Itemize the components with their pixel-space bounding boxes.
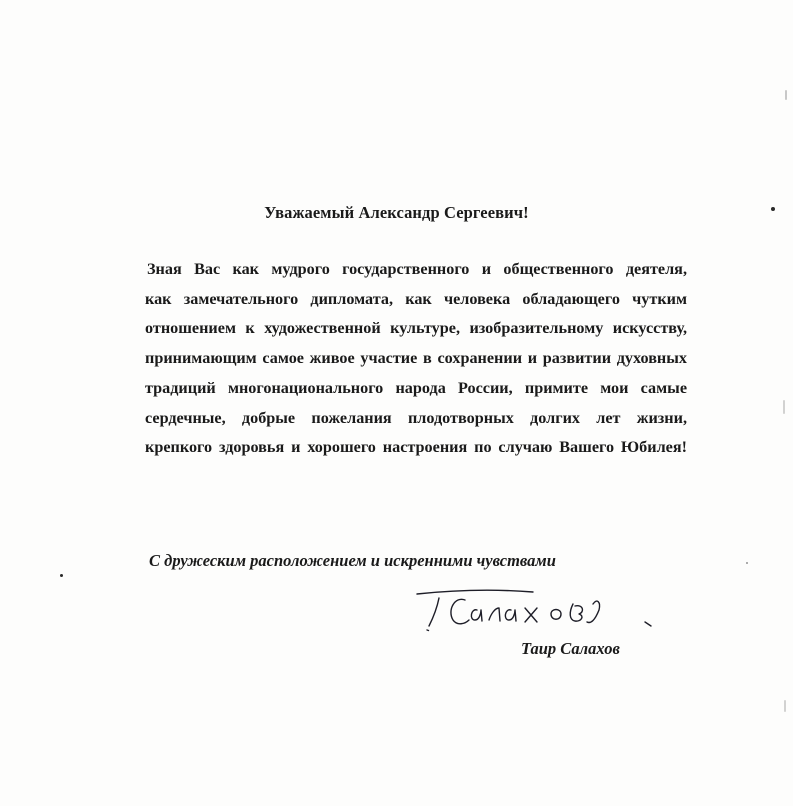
scan-speck — [785, 90, 787, 100]
salutation: Уважаемый Александр Сергеевич! — [264, 203, 529, 222]
body-line: принимающим самое живое участие в сохранении и развитии духовных — [145, 349, 687, 368]
closing-phrase: С дружеским расположением и искренними чувствами — [149, 551, 556, 570]
scan-speck — [60, 574, 63, 577]
scan-speck — [771, 207, 775, 211]
body-line: сердечные, добрые пожелания плодотворных долгих лет жизни, — [145, 408, 687, 427]
body-line: отношением к художественной культуре, изобразительному искусству, — [145, 319, 687, 338]
scan-speck — [784, 700, 786, 712]
scan-speck — [746, 562, 748, 564]
body-line: Зная Вас как мудрого государственного и общественного деятеля, — [147, 260, 687, 278]
handwritten-signature — [415, 580, 695, 640]
letter-body — [145, 255, 687, 463]
body-line: как замечательного дипломата, как человека обладающего чутким — [145, 289, 687, 308]
body-line: крепкого здоровья и хорошего настроения по случаю Вашего Юбилея! — [145, 438, 687, 457]
body-line: традиций многонационального народа России, примите мои самые — [145, 378, 687, 397]
scan-speck — [783, 400, 785, 414]
signer-name: Таир Салахов — [521, 639, 620, 658]
